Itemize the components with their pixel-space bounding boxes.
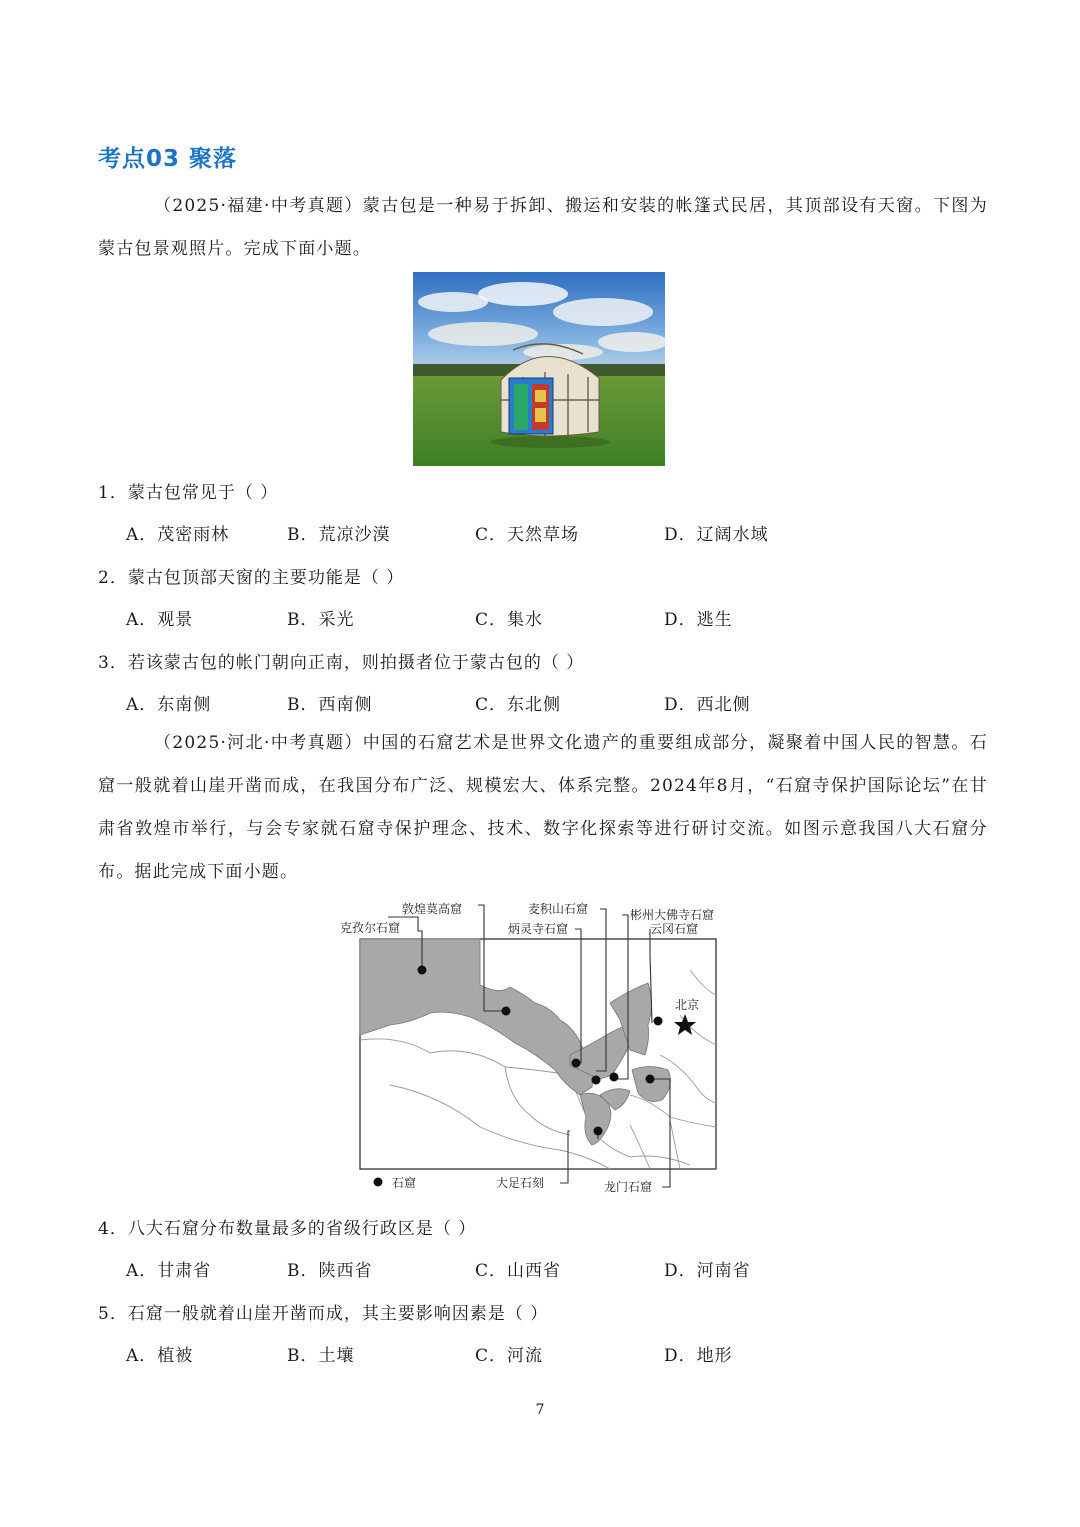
- label-beijing: 北京: [675, 998, 700, 1012]
- question-5-option-b[interactable]: B．土壤: [287, 1346, 355, 1366]
- question-3-option-b[interactable]: B．西南侧: [287, 695, 373, 715]
- grotto-dot-yungang: [654, 1017, 663, 1026]
- question-1-option-b[interactable]: B．荒凉沙漠: [287, 525, 391, 545]
- question-2-option-a[interactable]: A．观景: [126, 610, 194, 630]
- question-1-option-d[interactable]: D．辽阔水域: [664, 525, 769, 545]
- grotto-dot-maijishan: [592, 1076, 601, 1085]
- question-5-stem: 5．石窟一般就着山崖开凿而成，其主要影响因素是（ ）: [98, 1304, 549, 1324]
- passage-1-text: （2025·福建·中考真题）蒙古包是一种易于拆卸、搬运和安装的帐篷式民居，其顶部设有天窗。下图为蒙古包景观照片。完成下面小题。: [98, 196, 988, 259]
- label-longmen: 龙门石窟: [604, 1180, 653, 1194]
- question-2-option-c[interactable]: C．集水: [475, 610, 544, 630]
- label-maijishan: 麦积山石窟: [528, 902, 589, 916]
- question-3-option-c[interactable]: C．东北侧: [475, 695, 562, 715]
- grotto-dot-dazu: [594, 1127, 603, 1136]
- page-number: 7: [535, 1402, 545, 1418]
- grotto-dot-kizil: [418, 966, 427, 975]
- passage-1: [98, 185, 988, 271]
- passage-2: [98, 722, 988, 894]
- grotto-dot-dunhuang: [502, 1007, 511, 1016]
- question-5-option-a[interactable]: A．植被: [126, 1346, 194, 1366]
- label-binglingsi: 炳灵寺石窟: [508, 922, 569, 936]
- question-2-option-d[interactable]: D．逃生: [664, 610, 733, 630]
- question-2-option-b[interactable]: B．采光: [287, 610, 355, 630]
- question-5-option-c[interactable]: C．河流: [475, 1346, 544, 1366]
- question-4-stem: 4．八大石窟分布数量最多的省级行政区是（ ）: [98, 1219, 477, 1239]
- grottoes-map: [330, 895, 750, 1200]
- question-4-option-b[interactable]: B．陕西省: [287, 1261, 373, 1281]
- label-dazu: 大足石刻: [496, 1176, 545, 1190]
- legend-dot-icon: [374, 1178, 383, 1187]
- label-binzhou: 彬州大佛寺石窟: [630, 908, 715, 922]
- grotto-dot-binglingsi: [572, 1059, 581, 1068]
- passage-2-text: （2025·河北·中考真题）中国的石窟艺术是世界文化遗产的重要组成部分，凝聚着中国人民的智慧。石窟一般就着山崖开凿而成，在我国分布广泛、规模宏大、体系完整。2024年8月，“石窟寺保护国际论坛”在甘肃省敦煌市举行，与会专家就石窟寺保护理念、技术、数字化探索等进行研讨交流。如图示意我国八大石窟分布。据此完成下面小题。: [98, 733, 988, 882]
- legend-label: 石窟: [392, 1176, 417, 1190]
- question-1-option-a[interactable]: A．茂密雨林: [126, 525, 230, 545]
- question-3-stem: 3．若该蒙古包的帐门朝向正南，则拍摄者位于蒙古包的（ ）: [98, 653, 585, 673]
- yurt-photo: [413, 272, 665, 466]
- question-3-option-d[interactable]: D．西北侧: [664, 695, 751, 715]
- label-kizil: 克孜尔石窟: [340, 921, 401, 935]
- question-1-stem: 1．蒙古包常见于（ ）: [98, 483, 279, 503]
- question-4-option-c[interactable]: C．山西省: [475, 1261, 562, 1281]
- section-title: 考点03 聚落: [98, 146, 238, 172]
- question-4-option-a[interactable]: A．甘肃省: [126, 1261, 212, 1281]
- question-4-option-d[interactable]: D．河南省: [664, 1261, 751, 1281]
- question-3-option-a[interactable]: A．东南侧: [126, 695, 212, 715]
- question-2-stem: 2．蒙古包顶部天窗的主要功能是（ ）: [98, 568, 405, 588]
- label-yungang: 云冈石窟: [650, 922, 699, 936]
- grotto-dot-binzhou: [610, 1073, 619, 1082]
- question-5-option-d[interactable]: D．地形: [664, 1346, 733, 1366]
- question-1-option-c[interactable]: C．天然草场: [475, 525, 580, 545]
- grotto-dot-longmen: [646, 1075, 655, 1084]
- label-dunhuang: 敦煌莫高窟: [402, 902, 463, 916]
